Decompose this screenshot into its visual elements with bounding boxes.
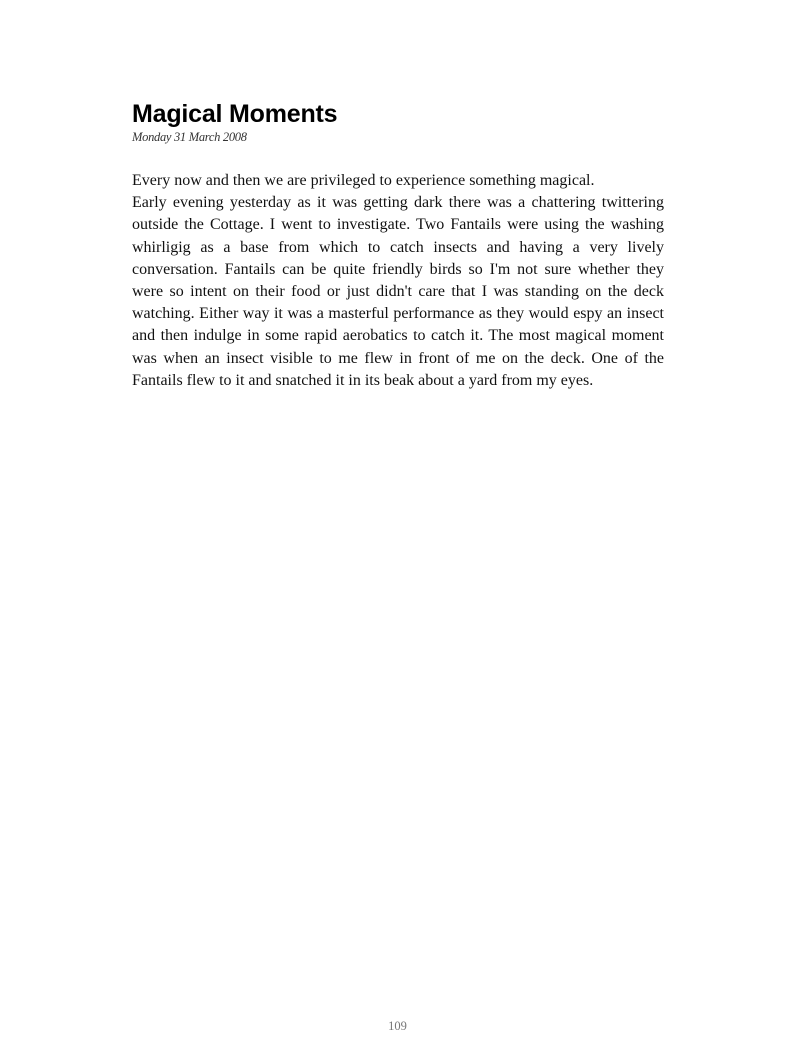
page-number: 109 <box>388 1019 407 1033</box>
article-title: Magical Moments <box>132 100 338 128</box>
article-paragraph-intro: Every now and then we are privileged to experience something magical. <box>132 172 595 189</box>
article-body <box>132 170 664 392</box>
article <box>132 98 664 392</box>
article-paragraph-main: Early evening yesterday as it was getting dark there was a chattering twittering outside the Cottage. I went to investigate. Two Fantails were using the washing whirligig as a base from which to catch insects and having a very lively conversation. Fantails can be quite friendly birds so I'm not sure whether they were so intent on their food or just didn't care that I was standing on the deck watching. Either way it was a masterful performance as they would espy an insect and then indulge in some rapid aerobatics to catch it. The most magical moment was when an insect visible to me flew in front of me on the deck. One of the Fantails flew to it and snatched it in its beak about a yard from my eyes. <box>132 194 664 389</box>
article-date: Monday 31 March 2008 <box>132 130 247 144</box>
